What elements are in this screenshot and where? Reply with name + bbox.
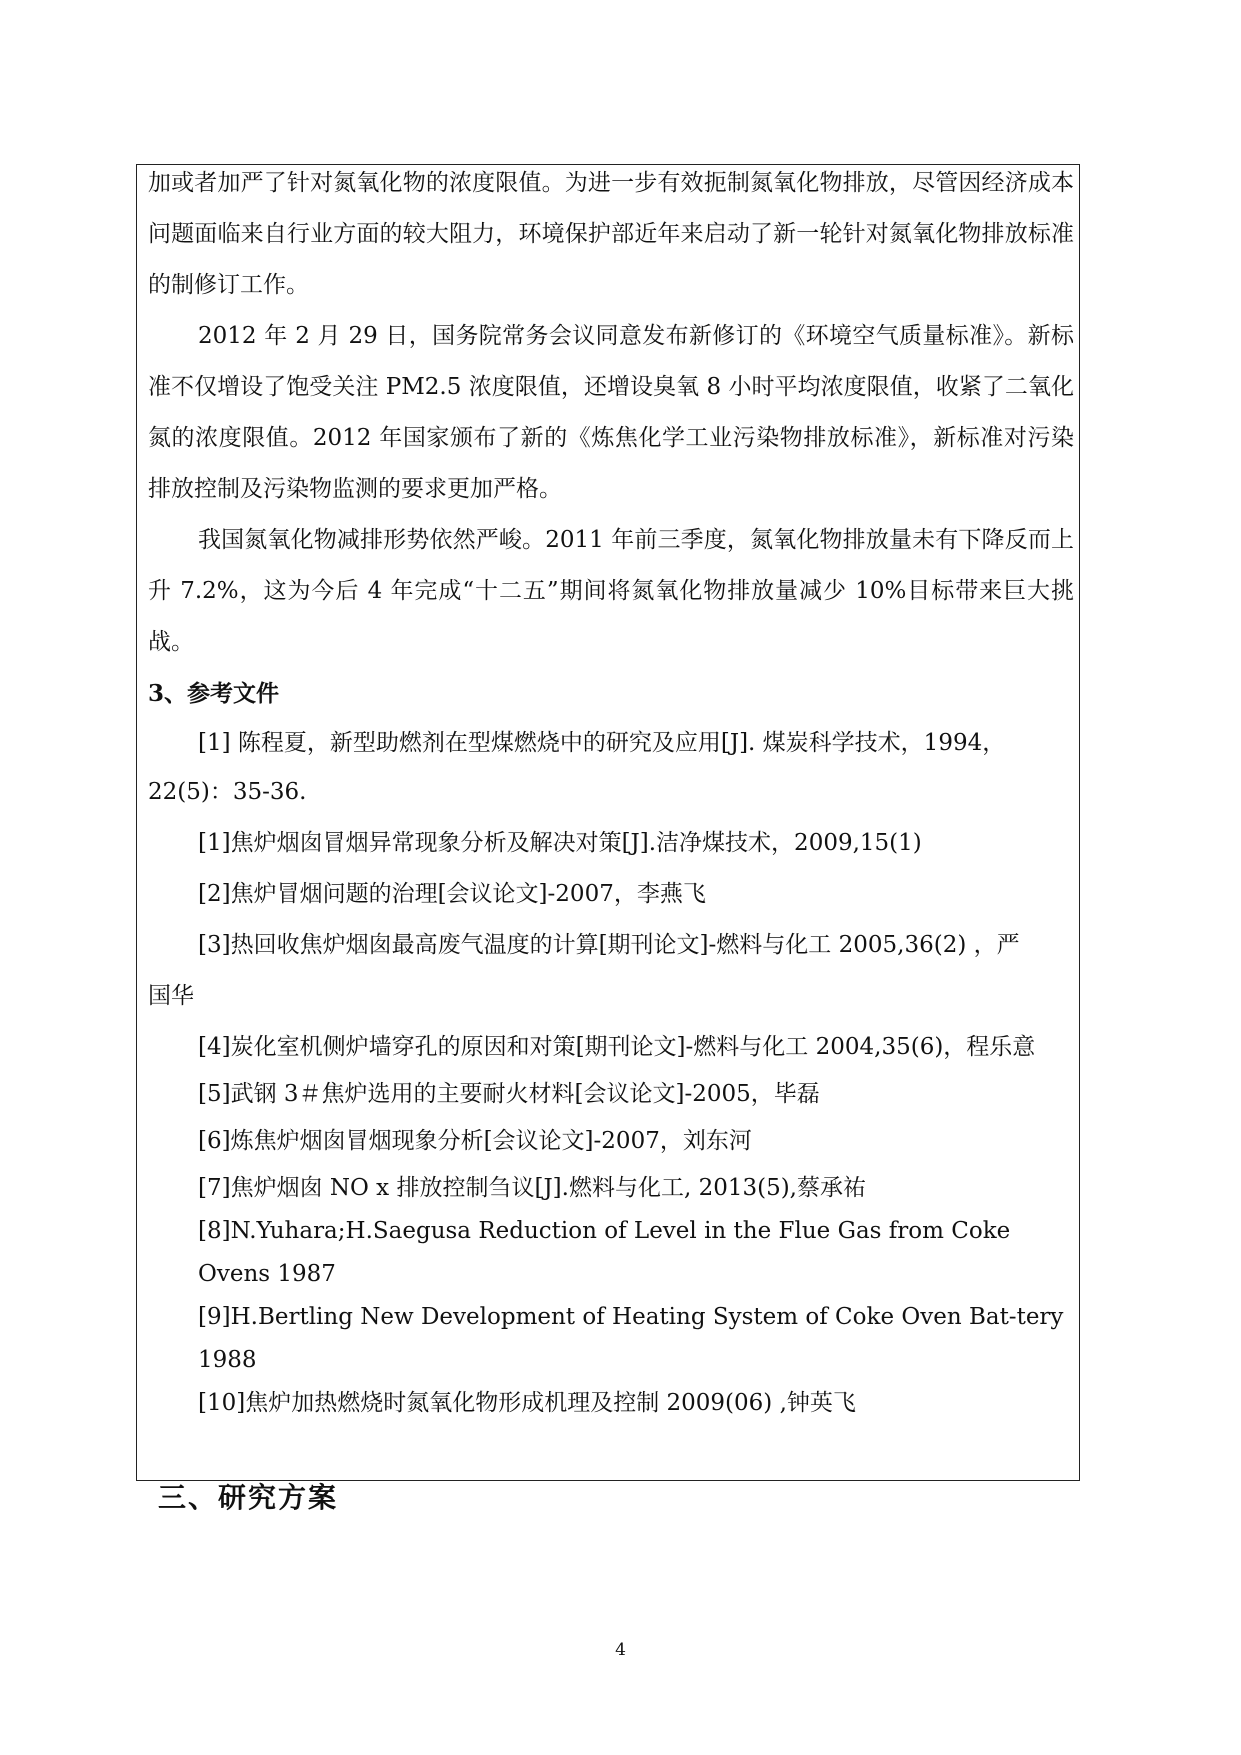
reference-item: [5]武钢 3＃焦炉选用的主要耐火材料[会议论文]-2005，毕磊 (198, 1081, 820, 1107)
reference-item: [3]热回收焦炉烟囱最高废气温度的计算[期刊论文]-燃料与化工 2005,36(2) ，严 (198, 932, 1020, 958)
paragraph-3: 我国氮氧化物减排形势依然严峻。2011 年前三季度，氮氧化物排放量未有下降反而上升 7.2%，这为今后 4 年完成“十二五”期间将氮氧化物排放量减少 10%目标带来巨大挑战。 (148, 527, 1074, 655)
paragraph-2: 2012 年 2 月 29 日，国务院常务会议同意发布新修订的《环境空气质量标准》。新标准不仅增设了饱受关注 PM2.5 浓度限值，还增设臭氧 8 小时平均浓度限值，收紧了二氧化氮的浓度限值。2012 年国家颁布了新的《炼焦化学工业污染物排放标准》，新标准对污染排放控制及污染物监测的要求更加严格。 (148, 323, 1074, 502)
paragraph-1: 加或者加严了针对氮氧化物的浓度限值。为进一步有效扼制氮氧化物排放，尽管因经济成本问题面临来自行业方面的较大阻力，环境保护部近年来启动了新一轮针对氮氧化物排放标准的制修订工作。 (148, 170, 1074, 298)
document-body (148, 158, 1074, 1425)
section-title: 三、研究方案 (158, 1481, 339, 1514)
reference-item-continuation: 22(5)：35-36. (148, 779, 307, 805)
page-number: 4 (615, 1640, 626, 1660)
reference-item: [1]焦炉烟囱冒烟异常现象分析及解决对策[J].洁净煤技术，2009,15(1) (198, 830, 922, 856)
reference-item: [9]H.Bertling New Development of Heating System of Coke Oven Bat-tery 1988 (198, 1304, 1064, 1373)
reference-item: [7]焦炉烟囱 NO x 排放控制刍议[J].燃料与化工, 2013(5),蔡承祐 (198, 1175, 866, 1201)
reference-item: [6]炼焦炉烟囱冒烟现象分析[会议论文]-2007，刘东河 (198, 1128, 752, 1154)
references-heading: 3、参考文件 (148, 680, 280, 707)
reference-item: [2]焦炉冒烟问题的治理[会议论文]-2007，李燕飞 (198, 881, 706, 907)
reference-item: [10]焦炉加热燃烧时氮氧化物形成机理及控制 2009(06) ,钟英飞 (198, 1390, 856, 1416)
reference-item: [4]炭化室机侧炉墙穿孔的原因和对策[期刊论文]-燃料与化工 2004,35(6)，程乐意 (198, 1034, 1036, 1060)
reference-item-continuation: 国华 (148, 983, 194, 1009)
reference-item: [1] 陈程夏，新型助燃剂在型煤燃烧中的研究及应用[J]. 煤炭科学技术，1994， (198, 730, 1006, 756)
reference-item: [8]N.Yuhara;H.Saegusa Reduction of Level in the Flue Gas from Coke Ovens 1987 (198, 1218, 1011, 1287)
